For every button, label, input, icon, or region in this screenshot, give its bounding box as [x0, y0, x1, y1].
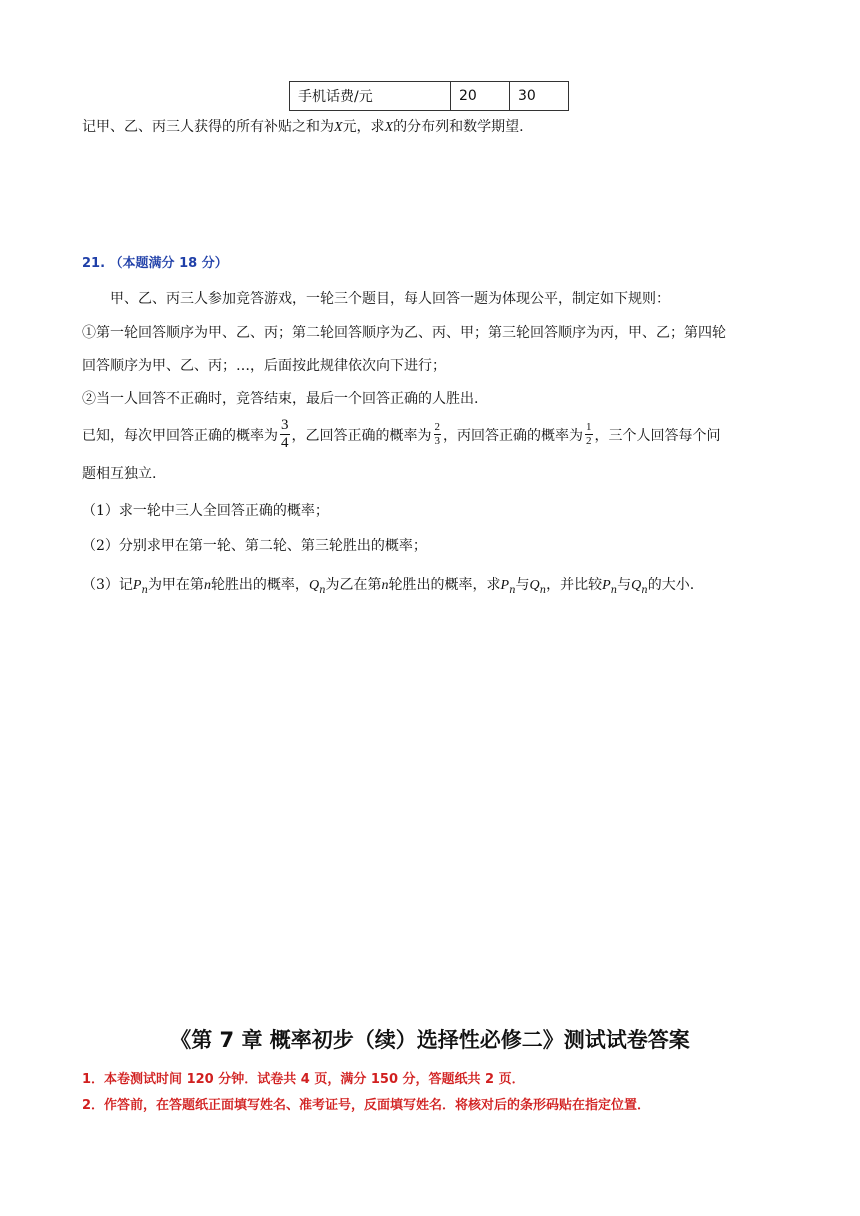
q21-part2: （2）分别求甲在第一轮、第二轮、第三轮胜出的概率； — [82, 538, 427, 554]
subsidy-table — [289, 81, 569, 111]
q21-known-line2: 题相互独立. — [82, 466, 157, 482]
q21-part3: （3）记$P_n$为甲在第n轮胜出的概率，$Q_n$为乙在第n轮胜出的概率，求$P_n$与$Q_n$，并比较$P_n$与$Q_n$的大小. — [82, 577, 695, 596]
q21-known-line: 已知，每次甲回答正确的概率为 $\frac{3}{4}$ ，乙回答正确的概率为 $\frac{2}{3}$ ，丙回答正确的概率为 $\frac{1}{2}$ ，三个人回答每个问 — [82, 417, 721, 451]
answer-title: 《第 7 章 概率初步（续）选择性必修二》测试试卷答案 — [170, 1028, 690, 1052]
q21-rule1-line2: 回答顺序为甲、乙、丙；…，后面按此规律依次向下进行； — [82, 358, 446, 374]
fraction-three-quarters: $\frac{3}{4}$ — [281, 417, 289, 451]
q21-intro: 甲、乙、丙三人参加竞答游戏，一轮三个题目，每人回答一题为体现公平，制定如下规则： — [110, 291, 670, 307]
fraction-two-thirds: $\frac{2}{3}$ — [434, 421, 440, 447]
q21-part1: （1）求一轮中三人全回答正确的概率； — [82, 503, 329, 519]
table-row — [290, 82, 569, 111]
answer-note-2: 2．作答前，在答题纸正面填写姓名、准考证号，反面填写姓名．将核对后的条形码贴在指定位置． — [82, 1098, 651, 1113]
table-cell-value: 20 — [451, 82, 510, 111]
q20-tail-line: 记甲、乙、丙三人获得的所有补贴之和为X元，求X的分布列和数学期望. — [82, 119, 524, 135]
q21-rule1-line1: ①第一轮回答顺序为甲、乙、丙；第二轮回答顺序为乙、丙、甲；第三轮回答顺序为丙，甲、乙；第四轮 — [82, 325, 726, 341]
q21-rule2: ②当一人回答不正确时，竞答结束，最后一个回答正确的人胜出. — [82, 391, 479, 407]
q21-heading: 21. （本题满分 18 分） — [82, 256, 228, 271]
answer-note-1: 1．本卷测试时间 120 分钟．试卷共 4 页，满分 150 分，答题纸共 2 页． — [82, 1072, 525, 1087]
fraction-one-half: $\frac{1}{2}$ — [586, 421, 592, 447]
table-cell-value: 30 — [510, 82, 569, 111]
table-cell-label: 手机话费/元 — [290, 82, 451, 111]
